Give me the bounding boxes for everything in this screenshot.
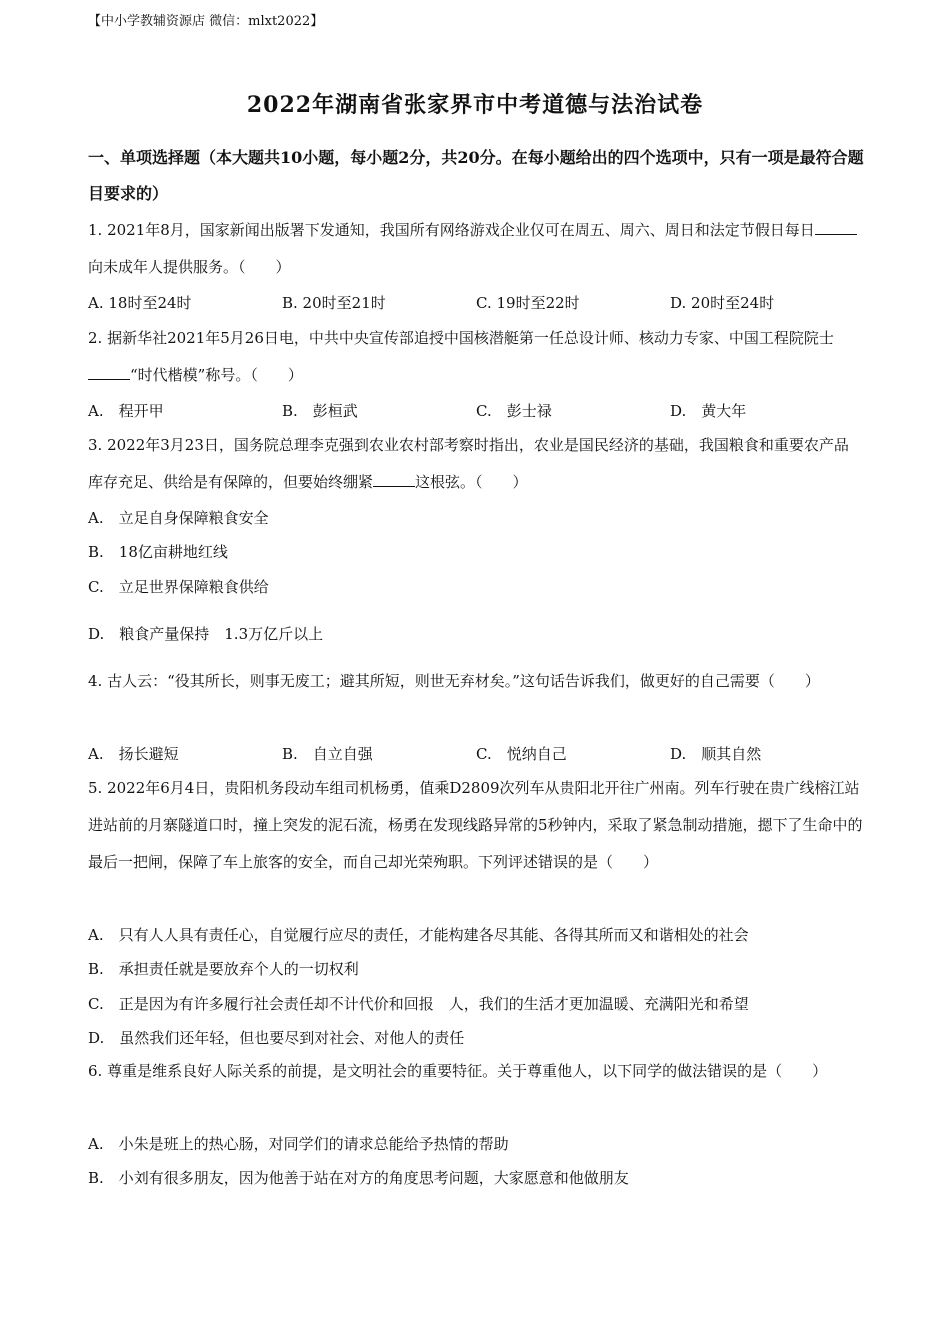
question-3-option-a[interactable]: A. 立足自身保障粮食安全 bbox=[88, 509, 269, 527]
option-d[interactable]: D. 黄大年 bbox=[670, 402, 747, 420]
question-3-option-d[interactable]: D. 粮食产量保持 1.3万亿斤以上 bbox=[88, 625, 324, 643]
section-heading: 一、单项选择题（本大题共10小题，每小题2分，共20分。在每小题给出的四个选项中，只有一项是最符合题目要求的） bbox=[88, 148, 864, 203]
question-6-stem: 6. 尊重是维系良好人际关系的前提，是文明社会的重要特征。关于尊重他人，以下同学的做法错误的是（ ） bbox=[88, 1062, 828, 1080]
question-1-options bbox=[88, 292, 878, 316]
question-2-options bbox=[88, 400, 878, 424]
option-a[interactable]: A. 程开甲 bbox=[88, 402, 164, 420]
question-5-option-a[interactable]: A. 只有人人具有责任心，自觉履行应尽的责任，才能构建各尽其能、各得其所而又和谐相处的社会 bbox=[88, 926, 749, 944]
answer-blank bbox=[373, 472, 415, 487]
question-1-stem: 1. 2021年8月，国家新闻出版署下发通知，我国所有网络游戏企业仅可在周五、周六、周日和法定节假日每日向未成年人提供服务。（ ） bbox=[88, 212, 863, 286]
answer-blank bbox=[88, 365, 130, 380]
question-6-option-b[interactable]: B. 小刘有很多朋友，因为他善于站在对方的角度思考问题，大家愿意和他做朋友 bbox=[88, 1169, 629, 1187]
option-a[interactable]: A. 扬长避短 bbox=[88, 745, 179, 763]
option-d[interactable]: D. 20时至24时 bbox=[670, 294, 775, 312]
question-4-options bbox=[88, 743, 878, 767]
option-b[interactable]: B. 20时至21时 bbox=[282, 294, 386, 312]
question-3-option-c[interactable]: C. 立足世界保障粮食供给 bbox=[88, 578, 269, 596]
question-6-option-a[interactable]: A. 小朱是班上的热心肠，对同学们的请求总能给予热情的帮助 bbox=[88, 1135, 509, 1153]
question-5-stem: 5. 2022年6月4日，贵阳机务段动车组司机杨勇，值乘D2809次列车从贵阳北开往广州南。列车行驶在贵广线榕江站进站前的月寨隧道口时，撞上突发的泥石流，杨勇在发现线路异常的5秒钟内，采取了紧急制动措施，摁下了生命中的最后一把闸，保障了车上旅客的安全，而自己却光荣殉职。下列评述错误的是（ ） bbox=[88, 779, 863, 871]
option-c[interactable]: C. 彭士禄 bbox=[476, 402, 552, 420]
option-a[interactable]: A. 18时至24时 bbox=[88, 294, 192, 312]
watermark-header: 【中小学教辅资源店 微信：mlxt2022】 bbox=[88, 14, 324, 29]
question-5-option-c[interactable]: C. 正是因为有许多履行社会责任却不计代价和回报 人，我们的生活才更加温暖、充满阳光和希望 bbox=[88, 995, 749, 1013]
question-4-stem: 4. 古人云：“役其所长，则事无废工；避其所短，则世无弃材矣。”这句话告诉我们，做更好的自己需要（ ） bbox=[88, 672, 820, 690]
option-c[interactable]: C. 悦纳自己 bbox=[476, 745, 567, 763]
question-5-option-d[interactable]: D. 虽然我们还年轻，但也要尽到对社会、对他人的责任 bbox=[88, 1029, 465, 1047]
question-2-stem: 2. 据新华社2021年5月26日电，中共中央宣传部追授中国核潜艇第一任总设计师、核动力专家、中国工程院院士“时代楷模”称号。（ ） bbox=[88, 329, 834, 384]
question-3-option-b[interactable]: B. 18亿亩耕地红线 bbox=[88, 543, 228, 561]
option-d[interactable]: D. 顺其自然 bbox=[670, 745, 762, 763]
option-b[interactable]: B. 彭桓武 bbox=[282, 402, 358, 420]
question-5-option-b[interactable]: B. 承担责任就是要放弃个人的一切权利 bbox=[88, 960, 359, 978]
answer-blank bbox=[815, 220, 857, 235]
page-title: 2022年湖南省张家界市中考道德与法治试卷 bbox=[246, 92, 704, 118]
question-3-stem: 3. 2022年3月23日，国务院总理李克强到农业农村部考察时指出，农业是国民经济的基础，我国粮食和重要农产品库存充足、供给是有保障的，但要始终绷紧 这根弦。（ ） bbox=[88, 436, 849, 491]
option-b[interactable]: B. 自立自强 bbox=[282, 745, 373, 763]
option-c[interactable]: C. 19时至22时 bbox=[476, 294, 580, 312]
